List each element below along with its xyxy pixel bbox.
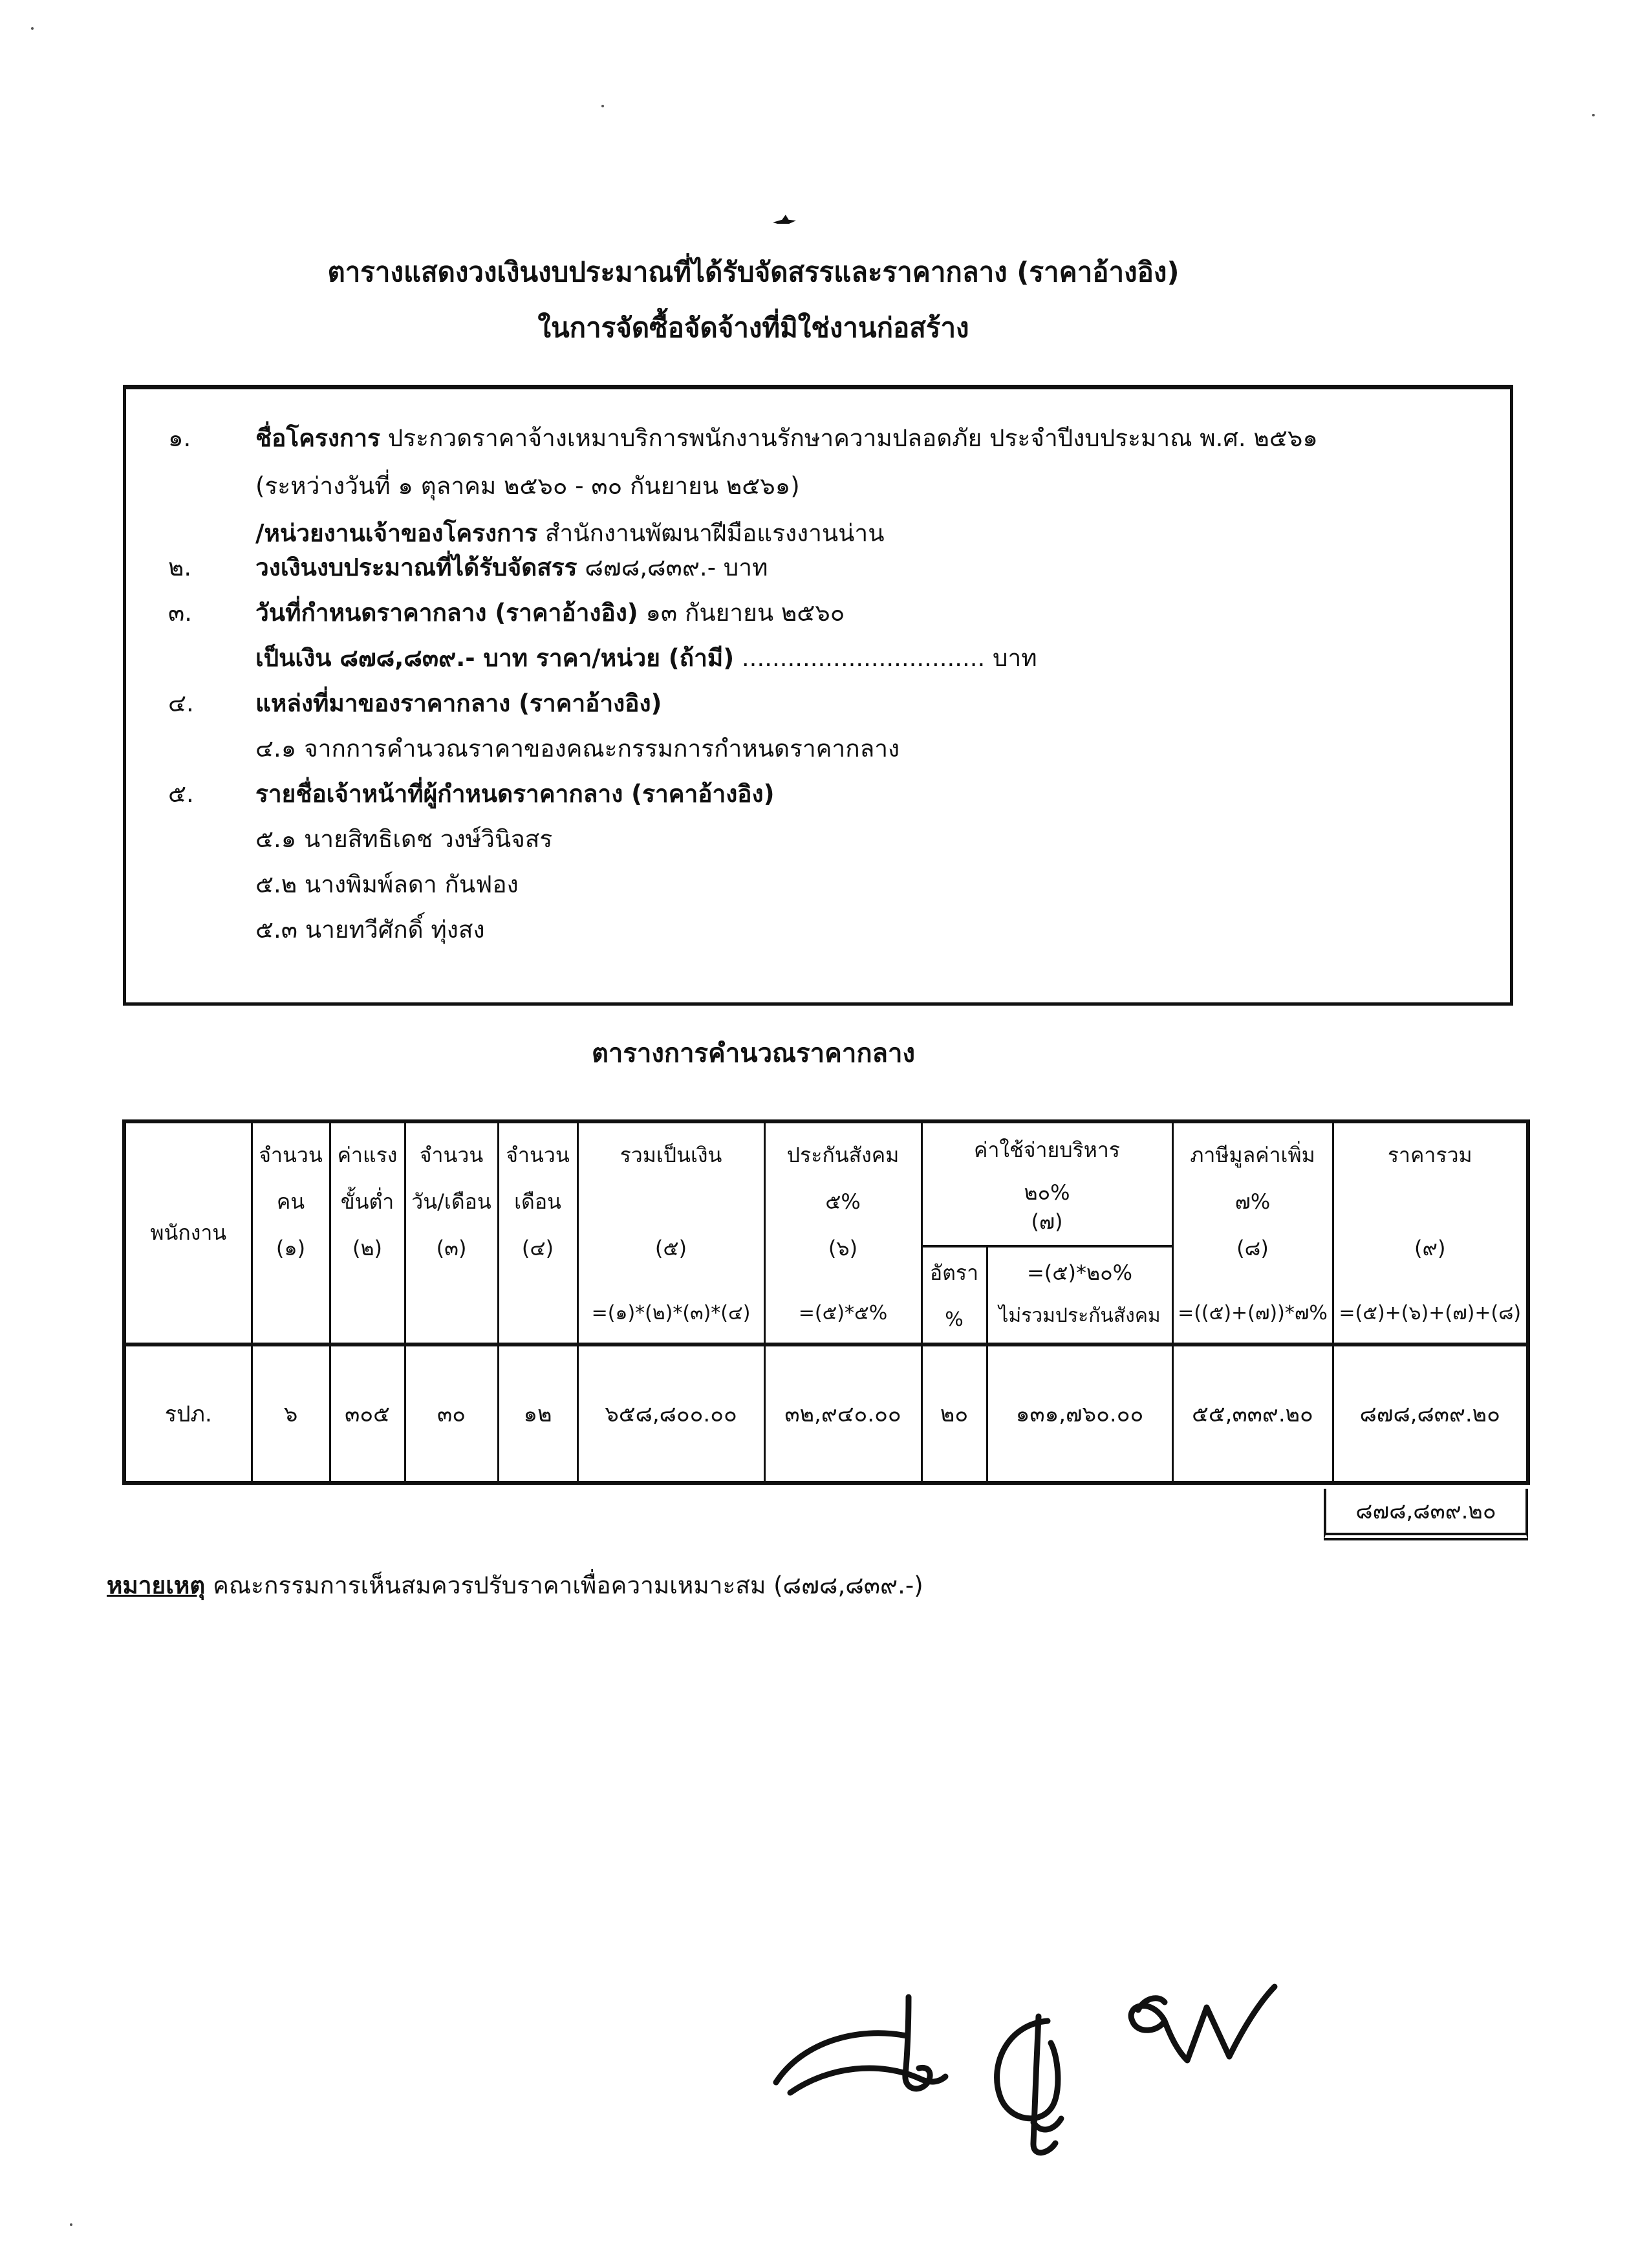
item-number: ๔. [168,689,194,717]
cell-col9: ๘๗๘,๘๓๙.๒๐ [1333,1345,1528,1483]
col6-number: (๖) [828,1236,858,1260]
item-number: ๒. [168,554,192,581]
scan-speck [70,2223,72,2226]
cell-col1: ๖ [252,1345,330,1483]
document-title-line1: ตารางแสดงวงเงินงบประมาณที่ได้รับจัดสรรและราคากลาง (ราคาอ้างอิง) [327,256,1180,288]
item-text [255,598,845,628]
table-data-row [124,1345,1528,1483]
document-title-line2: ในการจัดซื้อจัดจ้างที่มิใช่งานก่อสร้าง [537,312,969,343]
item-value: (ระหว่างวันที่ ๑ ตุลาคม ๒๕๖๐ - ๓๐ กันยายน ๒๕๖๑) [255,472,800,500]
col9-number: (๙) [1414,1236,1446,1260]
item-label: วันที่กำหนดราคากลาง (ราคาอ้างอิง) [255,599,638,627]
item-number: ๕. [168,780,194,808]
note-label: หมายเหตุ [107,1571,206,1599]
item-label: ชื่อโครงการ [255,424,380,452]
col5-label1: รวมเป็นเงิน [620,1143,722,1167]
cell-col4: ๑๒ [498,1345,577,1483]
item-text [255,779,775,809]
col7-rate-percent: % [945,1308,964,1331]
scan-speck [601,105,604,107]
item-value: ๕.๒ นางพิมพ์ลดา กันฟอง [255,870,519,898]
header-col9 [1333,1121,1528,1345]
header-col4 [498,1121,577,1345]
item-label: /หน่วยงานเจ้าของโครงการ [255,519,538,547]
header-col5 [577,1121,764,1345]
item-label: วงเงินงบประมาณที่ได้รับจัดสรร [255,554,577,581]
col9-label1: ราคารวม [1387,1143,1472,1167]
cell-col7-rate: ๒๐ [921,1345,987,1483]
item-text [255,424,1318,453]
item-text [255,519,885,548]
col1-label2: คน [276,1189,305,1214]
header-col3 [405,1121,498,1345]
item-text [255,870,519,900]
col8-label1: ภาษีมูลค่าเพิ่ม [1190,1143,1315,1167]
item-value: สำนักงานพัฒนาฝีมือแรงงานน่าน [537,519,885,547]
item-number: ๓. [168,599,193,627]
scan-speck [1592,114,1595,116]
col7-label2: ๒๐% [1024,1180,1070,1205]
col3-label2: วัน/เดือน [411,1189,491,1214]
col6-label1: ประกันสังคม [786,1143,900,1167]
col2-number: (๒) [352,1236,383,1260]
col7-rate-label: อัตรา [929,1260,979,1285]
grand-total-cell [1324,1489,1528,1540]
col5-number: (๕) [654,1236,687,1260]
calc-table-title: ตารางการคำนวณราคากลาง [591,1039,916,1068]
item-value: ๘๗๘,๘๓๙.- บาท [577,554,768,581]
ink-blot-mark [773,215,796,224]
item-value: ................................ บาท [734,644,1037,672]
cell-row-label: รปภ. [124,1345,252,1483]
item-value: ๑๓ กันยายน ๒๕๖๐ [638,599,845,627]
col6-formula: =(๕)*๕% [798,1302,888,1324]
item-value: ๕.๓ นายทวีศักดิ์ ทุ่งสง [255,916,485,944]
col1-number: (๑) [275,1236,306,1260]
price-calculation-table [122,1119,1530,1485]
signature-3 [1131,1987,1275,2060]
cell-col7-amount: ๑๓๑,๗๖๐.๐๐ [987,1345,1172,1483]
note-text: คณะกรรมการเห็นสมควรปรับราคาเพื่อความเหมาะสม (๘๗๘,๘๓๙.-) [205,1571,923,1599]
item-label: แหล่งที่มาของราคากลาง (ราคาอ้างอิง) [255,689,662,717]
cell-col6: ๓๒,๙๔๐.๐๐ [764,1345,921,1483]
col7-label1: ค่าใช้จ่ายบริหาร [974,1138,1120,1162]
document-title [123,244,1384,356]
item-number: ๑. [168,424,191,452]
scan-speck [31,27,34,30]
col3-label1: จำนวน [419,1143,484,1167]
cell-col3: ๓๐ [405,1345,498,1483]
grand-total-value: ๘๗๘,๘๓๙.๒๐ [1355,1498,1496,1524]
header-col1 [252,1121,330,1345]
item-text [255,689,662,718]
item-text [255,915,485,945]
header-col7-rate [921,1246,987,1345]
item-value: ๔.๑ จากการคำนวณราคาของคณะกรรมการกำหนดราคากลาง [255,735,900,762]
cell-col2: ๓๐๕ [330,1345,405,1483]
signature-1 [776,1997,945,2093]
header-col2 [330,1121,405,1345]
col7-formula-line2: ไม่รวมประกันสังคม [998,1304,1161,1327]
col4-label1: จำนวน [506,1143,570,1167]
col1-label1: จำนวน [259,1143,323,1167]
col8-formula: =((๕)+(๗))*๗% [1178,1302,1328,1324]
item-text [255,643,1037,673]
col8-label2: ๗% [1234,1189,1271,1214]
signatures-group [711,1960,1345,2166]
item-label: เป็นเงิน ๘๗๘,๘๓๙.- บาท ราคา/หน่วย (ถ้ามี) [255,644,735,672]
col7-number: (๗) [1031,1209,1063,1234]
project-info-box [123,385,1513,1006]
col4-label2: เดือน [514,1189,561,1214]
header-col8 [1172,1121,1333,1345]
cell-col8: ๕๕,๓๓๙.๒๐ [1172,1345,1333,1483]
table-header-row [124,1121,1528,1246]
item-value: ๕.๑ นายสิทธิเดช วงษ์วินิจสร [255,825,553,853]
item-text [255,825,552,854]
item-value: ประกวดราคาจ้างเหมาบริการพนักงานรักษาความปลอดภัย ประจำปีงบประมาณ พ.ศ. ๒๕๖๑ [380,424,1318,452]
item-text [255,734,900,764]
col2-label1: ค่าแรง [337,1143,398,1167]
item-label: รายชื่อเจ้าหน้าที่ผู้กำหนดราคากลาง (ราคาอ้างอิง) [255,780,775,808]
signature-2 [997,2016,1061,2153]
header-col7 [921,1121,1172,1246]
item-text [255,553,768,583]
header-col6 [764,1121,921,1345]
col2-label2: ขั้นต่ำ [340,1189,394,1214]
col4-number: (๔) [521,1236,554,1260]
header-col7-formula [987,1246,1172,1345]
col5-formula: =(๑)*(๒)*(๓)*(๔) [591,1302,751,1324]
col8-number: (๘) [1236,1236,1269,1260]
col3-number: (๓) [436,1236,467,1260]
cell-col5: ๖๕๘,๘๐๐.๐๐ [577,1345,764,1483]
header-employee: พนักงาน [124,1121,252,1345]
col9-formula: =(๕)+(๖)+(๗)+(๘) [1339,1302,1522,1324]
col6-label2: ๕% [825,1189,861,1214]
note-line [107,1566,923,1604]
col7-formula-line1: =(๕)*๒๐% [1026,1260,1133,1285]
item-text [255,471,800,501]
